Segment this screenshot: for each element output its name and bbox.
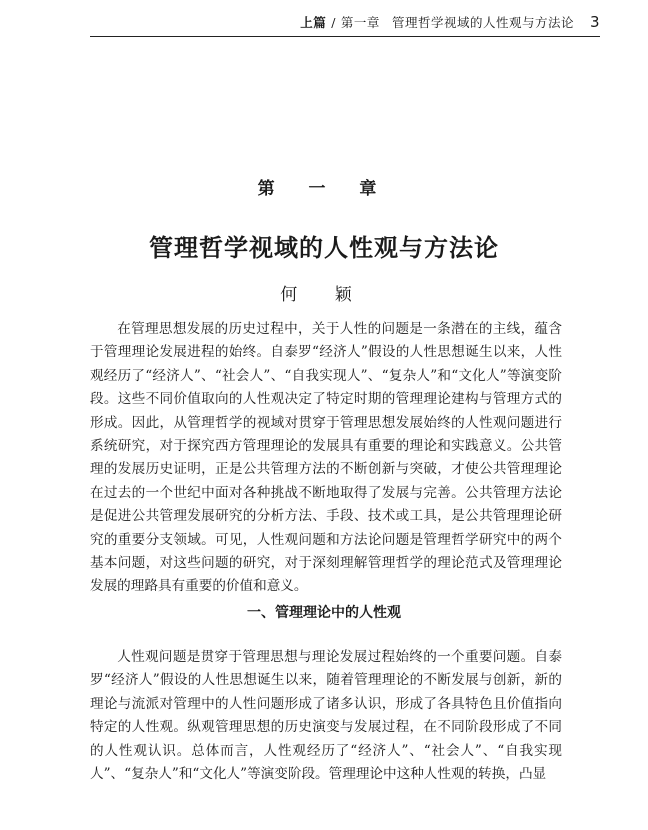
section-heading: 一、管理理论中的人性观	[247, 605, 401, 621]
chapter-number-heading: 第 一 章	[257, 179, 391, 199]
page-number: 3	[589, 13, 600, 31]
intro-paragraph: 在管理思想发展的历史过程中，关于人性的问题是一条潜在的主线，蕴含于管理理论发展进程的始终。自泰罗“经济人”假设的人性思想诞生以来，人性观经历了“经济人”、“社会人”、“自我实现人”、“复杂人”和“文化人”等演变阶段。这些不同价值取向的人性观决定了特定时期的管理理论建构与管理方式的形成。因此，从管理哲学的视域对贯穿于管理思想发展始终的人性观问题进行系统研究，对于探究西方管理理论的发展具有重要的理论和实践意义。公共管理的发展历史证明，正是公共管理方法的不断创新与突破，才使公共管理理论在过去的一个世纪中面对各种挑战不断地取得了发展与完善。公共管理方法论是促进公共管理发展研究的分析方法、手段、技术或工具，是公共管理理论研究的重要分支领域。可见，人性观问题和方法论问题是管理哲学研究中的两个基本问题，对这些问题的研究，对于深刻理解管理哲学的理论范式及管理理论发展的理路具有重要的价值和意义。	[90, 321, 562, 595]
header-chapter-title: 管理哲学视域的人性观与方法论	[391, 15, 574, 30]
header-chapter-label: 第一章	[340, 15, 380, 30]
author-name: 何 颖	[280, 285, 368, 305]
section-paragraph: 人性观问题是贯穿于管理思想与理论发展过程始终的一个重要问题。自泰罗“经济人”假设的人性思想诞生以来，随着管理理论的不断发展与创新，新的理论与流派对管理中的人性问题形成了诸多认识，形成了各具特色且价值指向特定的人性观。纵观管理思想的历史演变与发展过程，在不同阶段形成了不同的人性观认识。总体而言，人性观经历了“经济人”、“社会人”、“自我实现人”、“复杂人”和“文化人”等演变阶段。管理理论中这种人性观的转换，凸显	[90, 649, 562, 783]
header-part-label: 上篇	[300, 15, 327, 30]
chapter-title: 管理哲学视域的人性观与方法论	[149, 233, 499, 262]
running-header	[90, 8, 600, 37]
header-separator: /	[331, 14, 336, 30]
